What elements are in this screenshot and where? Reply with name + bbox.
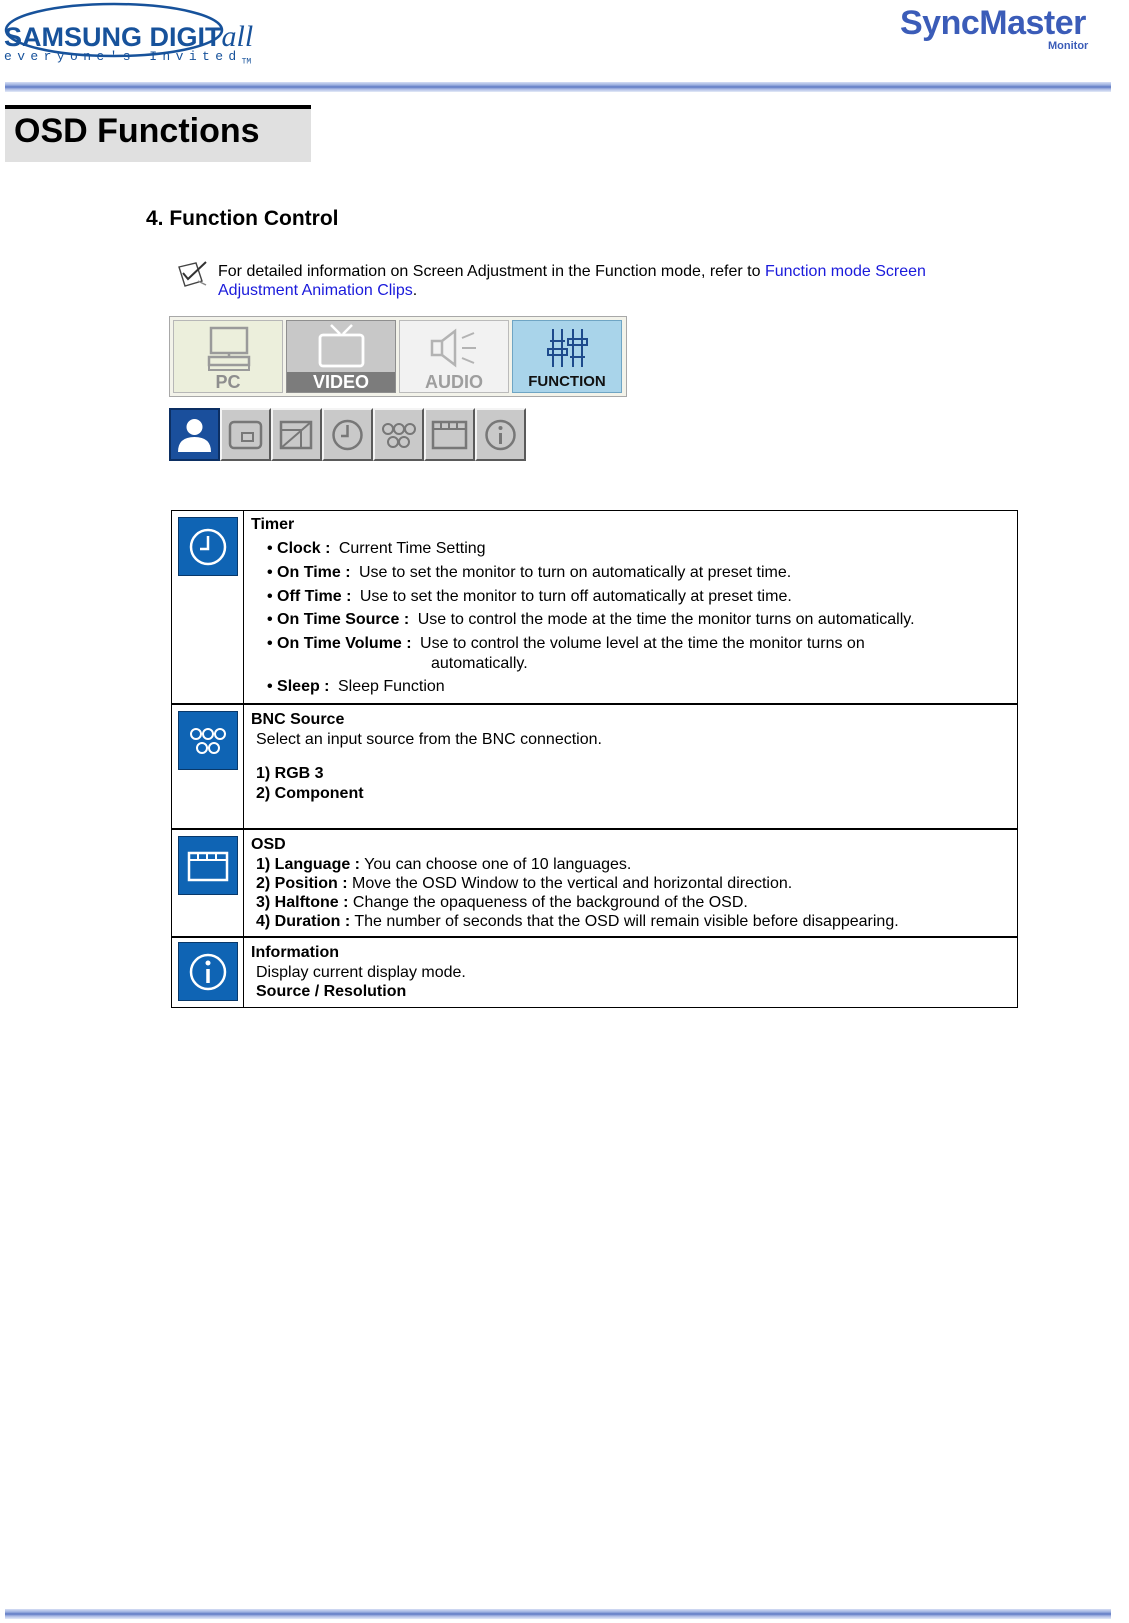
list-item: 3) Halftone : Change the opaqueness of the background of the OSD. — [256, 894, 748, 911]
section-heading: 4. Function Control — [146, 207, 339, 230]
timer-title: Timer — [251, 516, 295, 533]
list-item: • On Time : Use to set the monitor to turn on automatically at preset time. — [267, 564, 792, 581]
strip-timer-button[interactable] — [322, 408, 373, 461]
timer-tile — [178, 517, 238, 576]
clock-icon — [324, 410, 371, 459]
osd-window-icon — [179, 837, 237, 894]
syncmaster-logo: SyncMaster — [900, 4, 1086, 42]
user-icon — [171, 410, 218, 459]
mode-button-pc[interactable]: PC — [173, 320, 283, 393]
bnc-source-icon — [375, 410, 422, 459]
list-item: 4) Duration : The number of seconds that the OSD will remain visible before disappearing. — [256, 913, 899, 930]
strip-bnc-button[interactable] — [373, 408, 424, 461]
function-mode-clips-link[interactable]: Function mode Screen Adjustment Animation Clips — [218, 263, 926, 299]
monitor-icon — [174, 321, 282, 373]
information-source-resolution: Source / Resolution — [256, 983, 407, 1000]
table-row-osd — [171, 829, 1018, 937]
mode-button-video[interactable]: VIDEO — [286, 320, 396, 393]
mode-button-function[interactable]: FUNCTION — [512, 320, 622, 393]
list-item: • Clock : Current Time Setting — [267, 540, 486, 557]
icon-cell — [172, 705, 244, 828]
mode-button-audio[interactable]: AUDIO — [399, 320, 509, 393]
page-title: OSD Functions — [14, 112, 260, 150]
strip-picture-size-button[interactable] — [271, 408, 322, 461]
table-row-timer — [171, 510, 1018, 704]
bnc-source-desc: Select an input source from the BNC connection. — [256, 731, 602, 748]
pip-icon — [222, 410, 269, 459]
samsung-tagline: everyone's Invited$_{TM}$ — [4, 49, 252, 67]
bnc-option-rgb3: 1) RGB 3 — [256, 765, 324, 782]
bnc-tile — [178, 711, 238, 770]
bnc-source-title: BNC Source — [251, 711, 345, 728]
list-item: 1) Language : You can choose one of 10 languages. — [256, 856, 632, 873]
strip-osd-button[interactable] — [424, 408, 475, 461]
header-divider — [5, 82, 1111, 92]
icon-cell — [172, 830, 244, 936]
note-text: For detailed information on Screen Adjustment in the Function mode, refer to Function mode Screen Adjustment Animation Clips. — [218, 263, 926, 299]
note-pencil-icon — [176, 259, 210, 289]
strip-user-button[interactable] — [169, 408, 220, 461]
icon-cell — [172, 511, 244, 703]
speaker-icon — [400, 321, 508, 373]
information-desc: Display current display mode. — [256, 964, 466, 981]
list-item: • On Time Source : Use to control the mode at the time the monitor turns on automatically. — [267, 611, 915, 628]
strip-information-button[interactable] — [475, 408, 526, 461]
list-item: • On Time Volume : Use to control the volume level at the time the monitor turns on — [267, 635, 865, 652]
information-tile — [178, 942, 238, 1001]
information-icon — [477, 410, 524, 459]
function-icon-strip — [169, 408, 533, 461]
samsung-brand: SAMSUNG DIGITall — [4, 20, 254, 53]
syncmaster-sub: Monitor — [1048, 40, 1089, 52]
list-item: • Off Time : Use to set the monitor to turn off automatically at preset time. — [267, 588, 792, 605]
list-item: • Sleep : Sleep Function — [267, 678, 445, 695]
mode-button-panel — [169, 316, 627, 397]
table-row-bnc-source — [171, 704, 1018, 829]
tv-icon — [287, 321, 395, 373]
footer-divider — [5, 1609, 1111, 1619]
list-item: 2) Position : Move the OSD Window to the vertical and horizontal direction. — [256, 875, 793, 892]
strip-pip-button[interactable] — [220, 408, 271, 461]
picture-size-icon — [273, 410, 320, 459]
bnc-option-component: 2) Component — [256, 785, 364, 802]
icon-cell — [172, 938, 244, 1007]
bnc-source-icon — [179, 712, 237, 769]
information-icon — [179, 943, 237, 1000]
list-item-continuation: automatically. — [431, 655, 528, 672]
osd-window-icon — [426, 410, 473, 459]
osd-title: OSD — [251, 836, 286, 853]
osd-tile — [178, 836, 238, 895]
sliders-icon — [513, 321, 621, 373]
clock-icon — [179, 518, 237, 575]
information-title: Information — [251, 944, 339, 961]
table-row-information — [171, 937, 1018, 1008]
